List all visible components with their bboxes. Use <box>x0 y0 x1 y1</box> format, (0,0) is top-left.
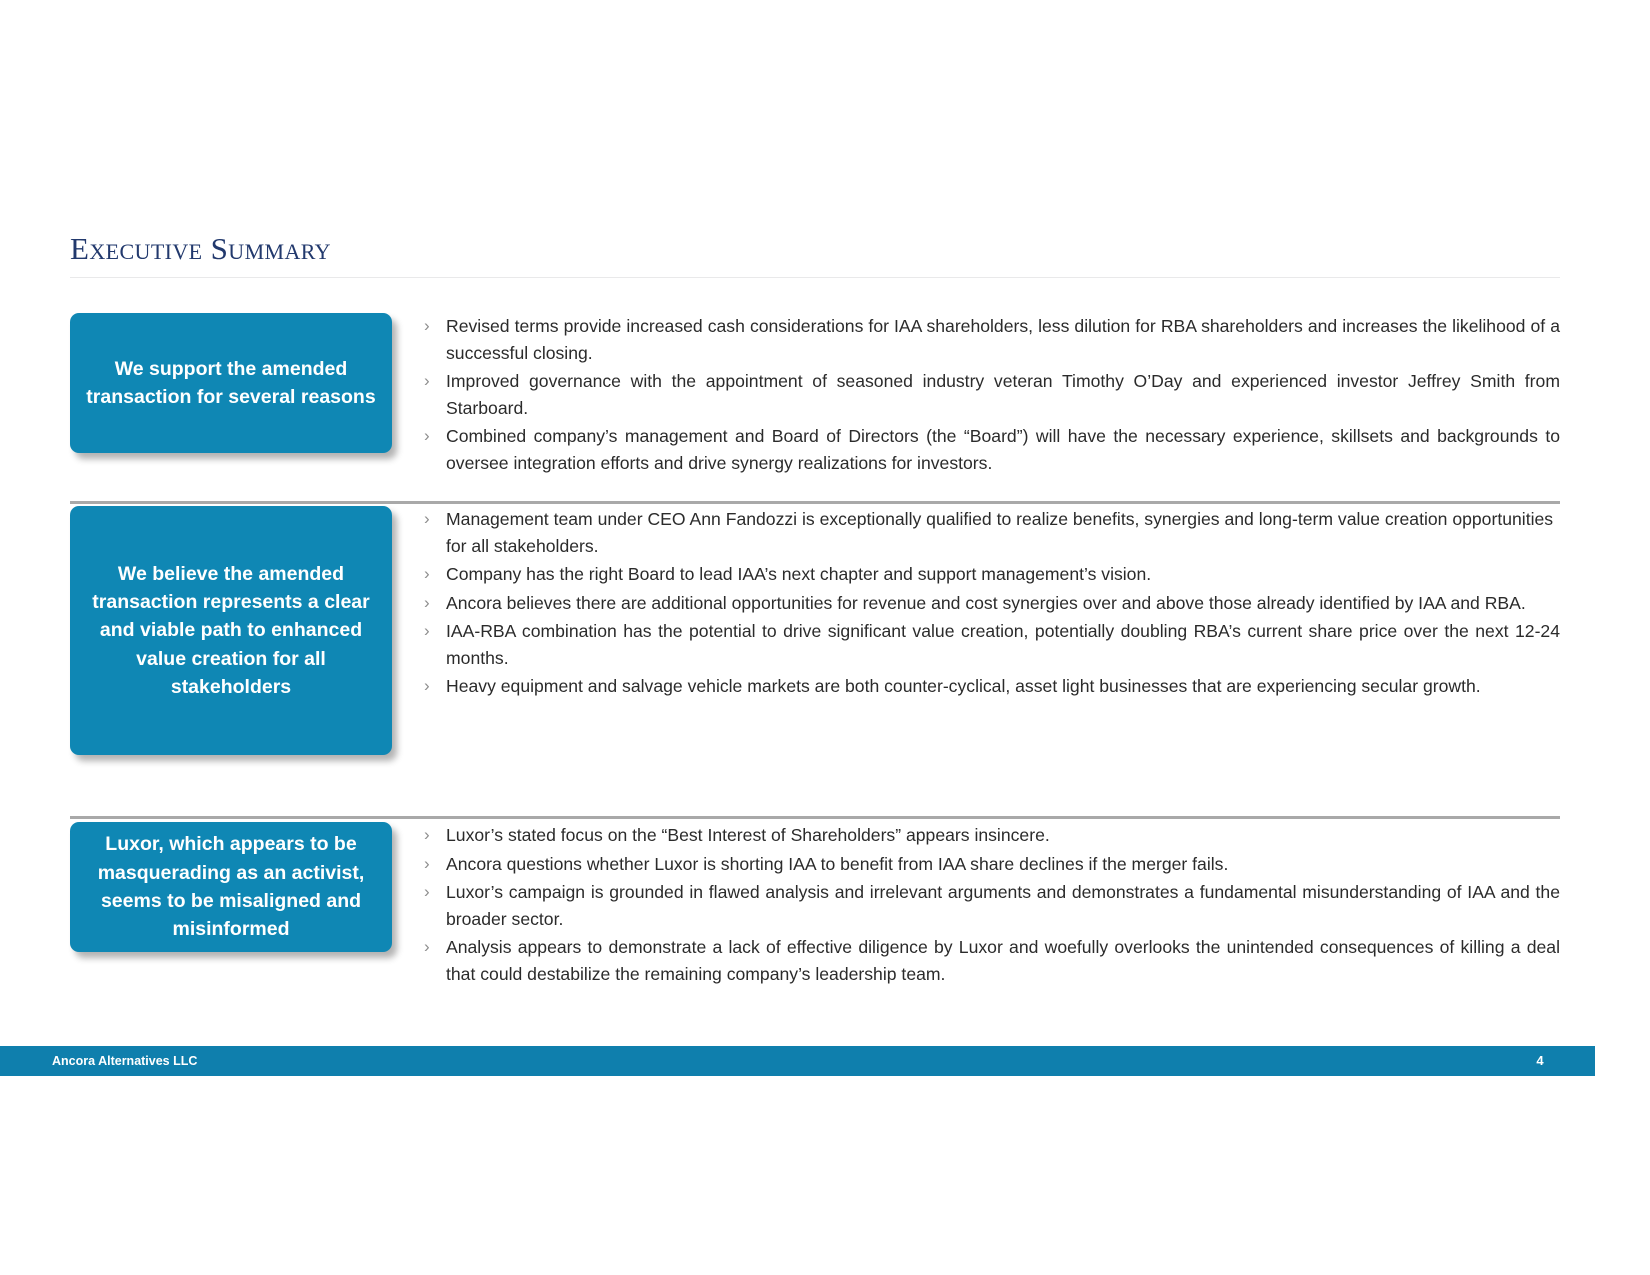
bullet-text: Ancora questions whether Luxor is shorting IAA to benefit from IAA share declines if the merger fails. <box>446 853 1229 874</box>
chevron-bullet-icon: › <box>424 621 430 640</box>
list-item <box>414 934 1560 987</box>
list-item <box>414 506 1560 559</box>
bullet-list-2 <box>392 506 1560 702</box>
bullet-text: Combined company’s management and Board of Directors (the “Board”) will have the necessary experience, skillsets and backgrounds to oversee integration efforts and drive synergy realizations for investors. <box>446 426 1560 473</box>
bullet-text: IAA-RBA combination has the potential to drive significant value creation, potentially doubling RBA’s current share price over the next 12-24 months. <box>446 621 1560 668</box>
page-number: 4 <box>1536 1053 1544 1068</box>
chevron-bullet-icon: › <box>424 853 430 873</box>
chevron-bullet-icon: › <box>424 882 430 901</box>
bullet-text: Analysis appears to demonstrate a lack of effective diligence by Luxor and woefully overlooks the unintended consequences of killing a deal that could destabilize the remaining company’s leadership team. <box>446 937 1560 984</box>
chevron-bullet-icon: › <box>424 509 430 528</box>
bullet-list-1 <box>392 313 1560 478</box>
list-item <box>414 561 1560 588</box>
footer-company-name: Ancora Alternatives LLC <box>52 1054 198 1068</box>
footer-bar <box>0 1046 1595 1076</box>
title-divider <box>70 277 1560 278</box>
bullet-text: Ancora believes there are additional opportunities for revenue and cost synergies over and above those already identified by IAA and RBA. <box>446 592 1526 613</box>
list-item <box>414 423 1560 476</box>
section-luxor <box>70 822 1560 989</box>
section-divider-1 <box>70 501 1560 504</box>
bullet-list-3 <box>392 822 1560 989</box>
list-item <box>414 368 1560 421</box>
section-believe <box>70 506 1560 755</box>
list-item <box>414 590 1560 617</box>
chevron-bullet-icon: › <box>424 426 430 445</box>
callout-box-2: We believe the amended transaction represents a clear and viable path to enhanced value creation for all stakeholders <box>70 506 392 755</box>
bullet-text: Improved governance with the appointment of seasoned industry veteran Timothy O’Day and experienced investor Jeffrey Smith from Starboard. <box>446 371 1560 418</box>
bullet-text: Luxor’s campaign is grounded in flawed analysis and irrelevant arguments and demonstrates a fundamental misunderstanding of IAA and the broader sector. <box>446 882 1560 929</box>
bullet-text: Revised terms provide increased cash considerations for IAA shareholders, less dilution for RBA shareholders and increases the likelihood of a successful closing. <box>446 316 1560 363</box>
callout-box-3: Luxor, which appears to be masquerading as an activist, seems to be misaligned and misinformed <box>70 822 392 952</box>
list-item <box>414 879 1560 932</box>
list-item <box>414 313 1560 366</box>
callout-box-1: We support the amended transaction for several reasons <box>70 313 392 453</box>
chevron-bullet-icon: › <box>424 676 430 695</box>
bullet-text: Management team under CEO Ann Fandozzi is exceptionally qualified to realize benefits, synergies and long-term value creation opportunities for all stakeholders. <box>446 509 1554 556</box>
chevron-bullet-icon: › <box>424 371 430 390</box>
bullet-text: Luxor’s stated focus on the “Best Interest of Shareholders” appears insincere. <box>446 825 1050 845</box>
section-divider-2 <box>70 816 1560 819</box>
chevron-bullet-icon: › <box>424 316 430 335</box>
chevron-bullet-icon: › <box>424 937 430 956</box>
chevron-bullet-icon: › <box>424 564 430 583</box>
section-support <box>70 313 1560 478</box>
page-title: Executive Summary <box>70 231 331 266</box>
title-block <box>70 232 1560 278</box>
bullet-text: Heavy equipment and salvage vehicle markets are both counter-cyclical, asset light businesses that are experiencing secular growth. <box>446 676 1481 696</box>
chevron-bullet-icon: › <box>424 592 430 612</box>
list-item <box>414 673 1560 700</box>
list-item <box>414 822 1560 849</box>
chevron-bullet-icon: › <box>424 825 430 844</box>
bullet-text: Company has the right Board to lead IAA’s next chapter and support management’s vision. <box>446 564 1152 584</box>
list-item <box>414 618 1560 671</box>
list-item <box>414 851 1560 878</box>
